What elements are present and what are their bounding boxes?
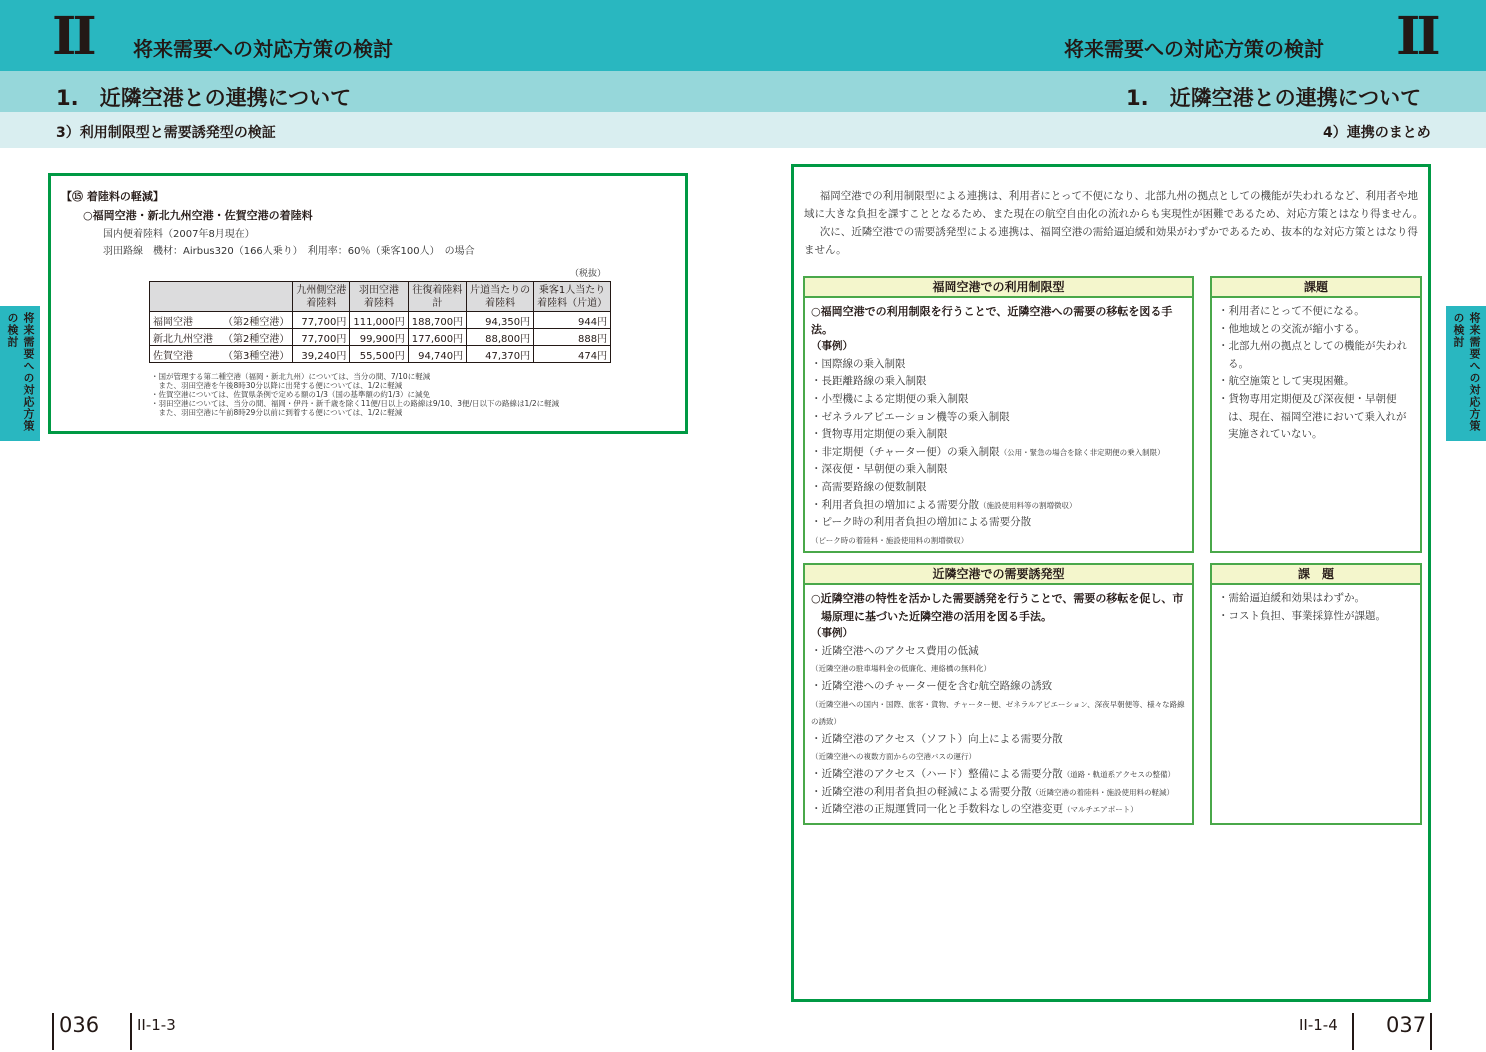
list-item: ・近隣空港のアクセス（ハード）整備による需要分散（道路・軌道系アクセスの整備） — [811, 767, 1175, 780]
inducement-type-body — [805, 585, 1192, 824]
list-item-note: （近隣空港の駐車場料金の低廉化、連絡橋の無料化） — [811, 664, 991, 674]
table-cell: 188,700円 — [408, 312, 466, 329]
list-item: ・近隣空港の利用者負担の軽減による需要分散（近隣空港の着陸料・施設使用料の軽減） — [811, 785, 1174, 798]
restriction-type-header: 福岡空港での利用制限型 — [805, 278, 1192, 298]
right-chapter-numeral: II — [1396, 6, 1437, 67]
list-item: ・非定期便（チャーター便）の乗入制限（公用・緊急の場合を除く非定期便の乗入制限） — [811, 445, 1165, 458]
list-item: ・ゼネラルアビエーション機等の乗入制限 — [811, 410, 1010, 423]
footnote: また、羽田空港に午前8時29分以前に到着する便については、1/2に軽減 — [151, 408, 403, 417]
table-header-cell: 往復着陸料 計 — [408, 282, 466, 312]
list-item-note: （ピーク時の着陸料・施設使用料の割増徴収） — [811, 535, 969, 545]
panel-title: 【⑮ 着陸料の軽減】 — [61, 190, 164, 203]
restriction-type-lead: ○福岡空港での利用制限を行うことで、近隣空港への需要の移転を図る手法。 — [811, 305, 1173, 336]
landing-fee-panel — [48, 173, 688, 434]
list-item: ・利用者負担の増加による需要分散（施設使用料等の割増徴収） — [811, 498, 1077, 511]
footnote: ・国が管理する第二種空港（福岡・新北九州）については、当分の間、7/10に軽減 — [151, 372, 431, 381]
table-cell: 94,350円 — [467, 312, 534, 329]
table-cell: 55,500円 — [350, 346, 408, 363]
issue-item: ・コスト負担、事業採算性が課題。 — [1218, 609, 1386, 622]
list-item: ・深夜便・早朝便の乗入制限 — [811, 463, 948, 476]
issue-item: ・北部九州の拠点としての機能が失われる。 — [1218, 340, 1407, 370]
inducement-issues-body — [1212, 585, 1420, 630]
table-cell: 94,740円 — [408, 346, 466, 363]
list-item: ・長距離路線の乗入制限 — [811, 375, 927, 388]
panel-note-conditions: 羽田路線 機材：Airbus320（166人乗り） 利用率：60％（乗客100人） の場合 — [103, 246, 475, 257]
left-chapter-numeral: II — [52, 6, 93, 67]
left-footer-rule — [52, 1013, 54, 1050]
inducement-issues-box — [1210, 563, 1422, 825]
list-item: ・近隣空港の正規運賃同一化と手数料なしの空港変更（マルチエアポート） — [811, 803, 1138, 816]
list-item: ・国際線の乗入制限 — [811, 357, 906, 370]
right-footer-rule — [1352, 1013, 1354, 1050]
example-label: （事例） — [811, 627, 853, 640]
list-item-note: （近隣空港への国内・国際、旅客・貨物、チャーター便、ゼネラルアビエーション、深夜早朝便等、様々な路線の誘致） — [811, 699, 1185, 727]
summary-intro — [804, 187, 1424, 259]
list-item: ・高需要路線の便数制限 — [811, 480, 927, 493]
right-chapter-title: 将来需要への対応方策の検討 — [1064, 37, 1324, 61]
inducement-type-header: 近隣空港での需要誘発型 — [805, 565, 1192, 585]
inducement-issues-header: 課 題 — [1212, 565, 1420, 585]
airport-name-cell: 福岡空港 （第2種空港） — [150, 312, 293, 329]
footnote: ・羽田空港については、当分の間、福岡・伊丹・新千歳を除く11便/日以上の路線は9/10、3便/日以下の路線は1/2に軽減 — [151, 399, 560, 408]
left-section-title: 1. 近隣空港との連携について — [56, 86, 352, 110]
table-cell: 77,700円 — [293, 312, 350, 329]
intro-paragraph: 福岡空港での利用制限型による連携は、利用者にとって不便になり、北部九州の拠点としての機能が失われるなど、利用者や地域に大きな負担を課すこととなるため、また現在の航空自由化の流れからも実現性が困難であるため、対応方策とはなり得ません。 — [804, 190, 1424, 220]
table-header-cell: 乗客1人当たり 着陸料（片道） — [534, 282, 611, 312]
list-item: ・近隣空港へのチャーター便を含む航空路線の誘致 — [811, 679, 1053, 692]
list-item-note: （近隣空港への複数方面からの空港バスの運行） — [811, 752, 976, 762]
table-row — [150, 329, 611, 346]
list-item: ・近隣空港へのアクセス費用の低減 — [811, 644, 979, 657]
restriction-issues-box — [1210, 276, 1422, 553]
list-item: ・ピーク時の利用者負担の増加による需要分散 — [811, 516, 1032, 529]
inducement-type-lead: ○近隣空港の特性を活かした需要誘発を行うことで、需要の移転を促し、市場原理に基づいた近隣空港の活用を図る手法。 — [811, 592, 1184, 623]
inducement-type-box — [803, 563, 1194, 825]
list-item: ・近隣空港のアクセス（ソフト）向上による需要分散 — [811, 732, 1063, 745]
right-page-number: 037 — [1386, 1013, 1427, 1037]
table-cell: 47,370円 — [467, 346, 534, 363]
table-cell: 39,240円 — [293, 346, 350, 363]
left-chapter-title: 将来需要への対応方策の検討 — [133, 37, 393, 61]
right-footer-rule — [1430, 1013, 1432, 1050]
issue-item: ・利用者にとって不便になる。 — [1218, 305, 1365, 317]
left-side-tab: 将来需要への対応方策の検討 — [0, 306, 40, 441]
airport-name-cell: 佐賀空港 （第3種空港） — [150, 346, 293, 363]
table-row — [150, 346, 611, 363]
issue-item: ・航空施策として実現困難。 — [1218, 375, 1355, 388]
table-cell: 111,000円 — [350, 312, 408, 329]
left-subsection-title: 3）利用制限型と需要誘発型の検証 — [56, 125, 276, 141]
table-header-cell: 九州側空港 着陸料 — [293, 282, 350, 312]
left-page-number: 036 — [59, 1013, 100, 1037]
intro-paragraph: 次に、近隣空港での需要誘発型による連携は、福岡空港の需給逼迫緩和効果がわずかであるため、抜本的な対応方策とはなり得ません。 — [804, 226, 1418, 256]
summary-panel — [791, 164, 1431, 1002]
table-row — [150, 312, 611, 329]
right-side-tab: 将来需要への対応方策の検討 — [1446, 306, 1486, 441]
left-footer-rule — [130, 1013, 132, 1050]
table-cell: 88,800円 — [467, 329, 534, 346]
restriction-issues-body — [1212, 298, 1420, 449]
table-cell: 944円 — [534, 312, 611, 329]
right-section-title: 1. 近隣空港との連携について — [1126, 86, 1422, 110]
example-label: （事例） — [811, 340, 853, 353]
table-header-corner — [150, 282, 293, 312]
restriction-issues-header: 課題 — [1212, 278, 1420, 298]
table-cell: 888円 — [534, 329, 611, 346]
panel-note-date: 国内便着陸料（2007年8月現在） — [103, 229, 255, 240]
issue-item: ・需給逼迫緩和効果はわずか。 — [1218, 592, 1365, 604]
list-item: ・小型機による定期便の乗入制限 — [811, 392, 969, 405]
landing-fee-table — [149, 281, 611, 363]
footnote: また、羽田空港を午後8時30分以降に出発する便については、1/2に軽減 — [151, 381, 403, 390]
restriction-type-box — [803, 276, 1194, 553]
right-subsection-title: 4）連携のまとめ — [1323, 125, 1431, 141]
airport-name-cell: 新北九州空港 （第2種空港） — [150, 329, 293, 346]
tax-note: （税抜） — [570, 269, 607, 279]
list-item: ・貨物専用定期便の乗入制限 — [811, 428, 948, 441]
issue-item: ・貨物専用定期便及び深夜便・早朝便は、現在、福岡空港において乗入れが実施されていない。 — [1218, 392, 1407, 441]
table-header-cell: 羽田空港 着陸料 — [350, 282, 408, 312]
right-page-ref: II-1-4 — [1299, 1016, 1338, 1034]
table-header-row — [150, 282, 611, 312]
left-page-ref: II-1-3 — [137, 1016, 176, 1034]
footnote: ・佐賀空港については、佐賀県条例で定める額の1/3（国の基準額の約1/3）に減免 — [151, 390, 430, 399]
table-footnotes — [151, 372, 559, 417]
table-cell: 99,900円 — [350, 329, 408, 346]
table-header-cell: 片道当たりの 着陸料 — [467, 282, 534, 312]
restriction-type-body — [805, 298, 1192, 554]
table-cell: 474円 — [534, 346, 611, 363]
panel-subtitle: ○福岡空港・新北九州空港・佐賀空港の着陸料 — [83, 209, 313, 222]
table-cell: 177,600円 — [408, 329, 466, 346]
issue-item: ・他地域との交流が縮小する。 — [1218, 322, 1365, 335]
table-cell: 77,700円 — [293, 329, 350, 346]
